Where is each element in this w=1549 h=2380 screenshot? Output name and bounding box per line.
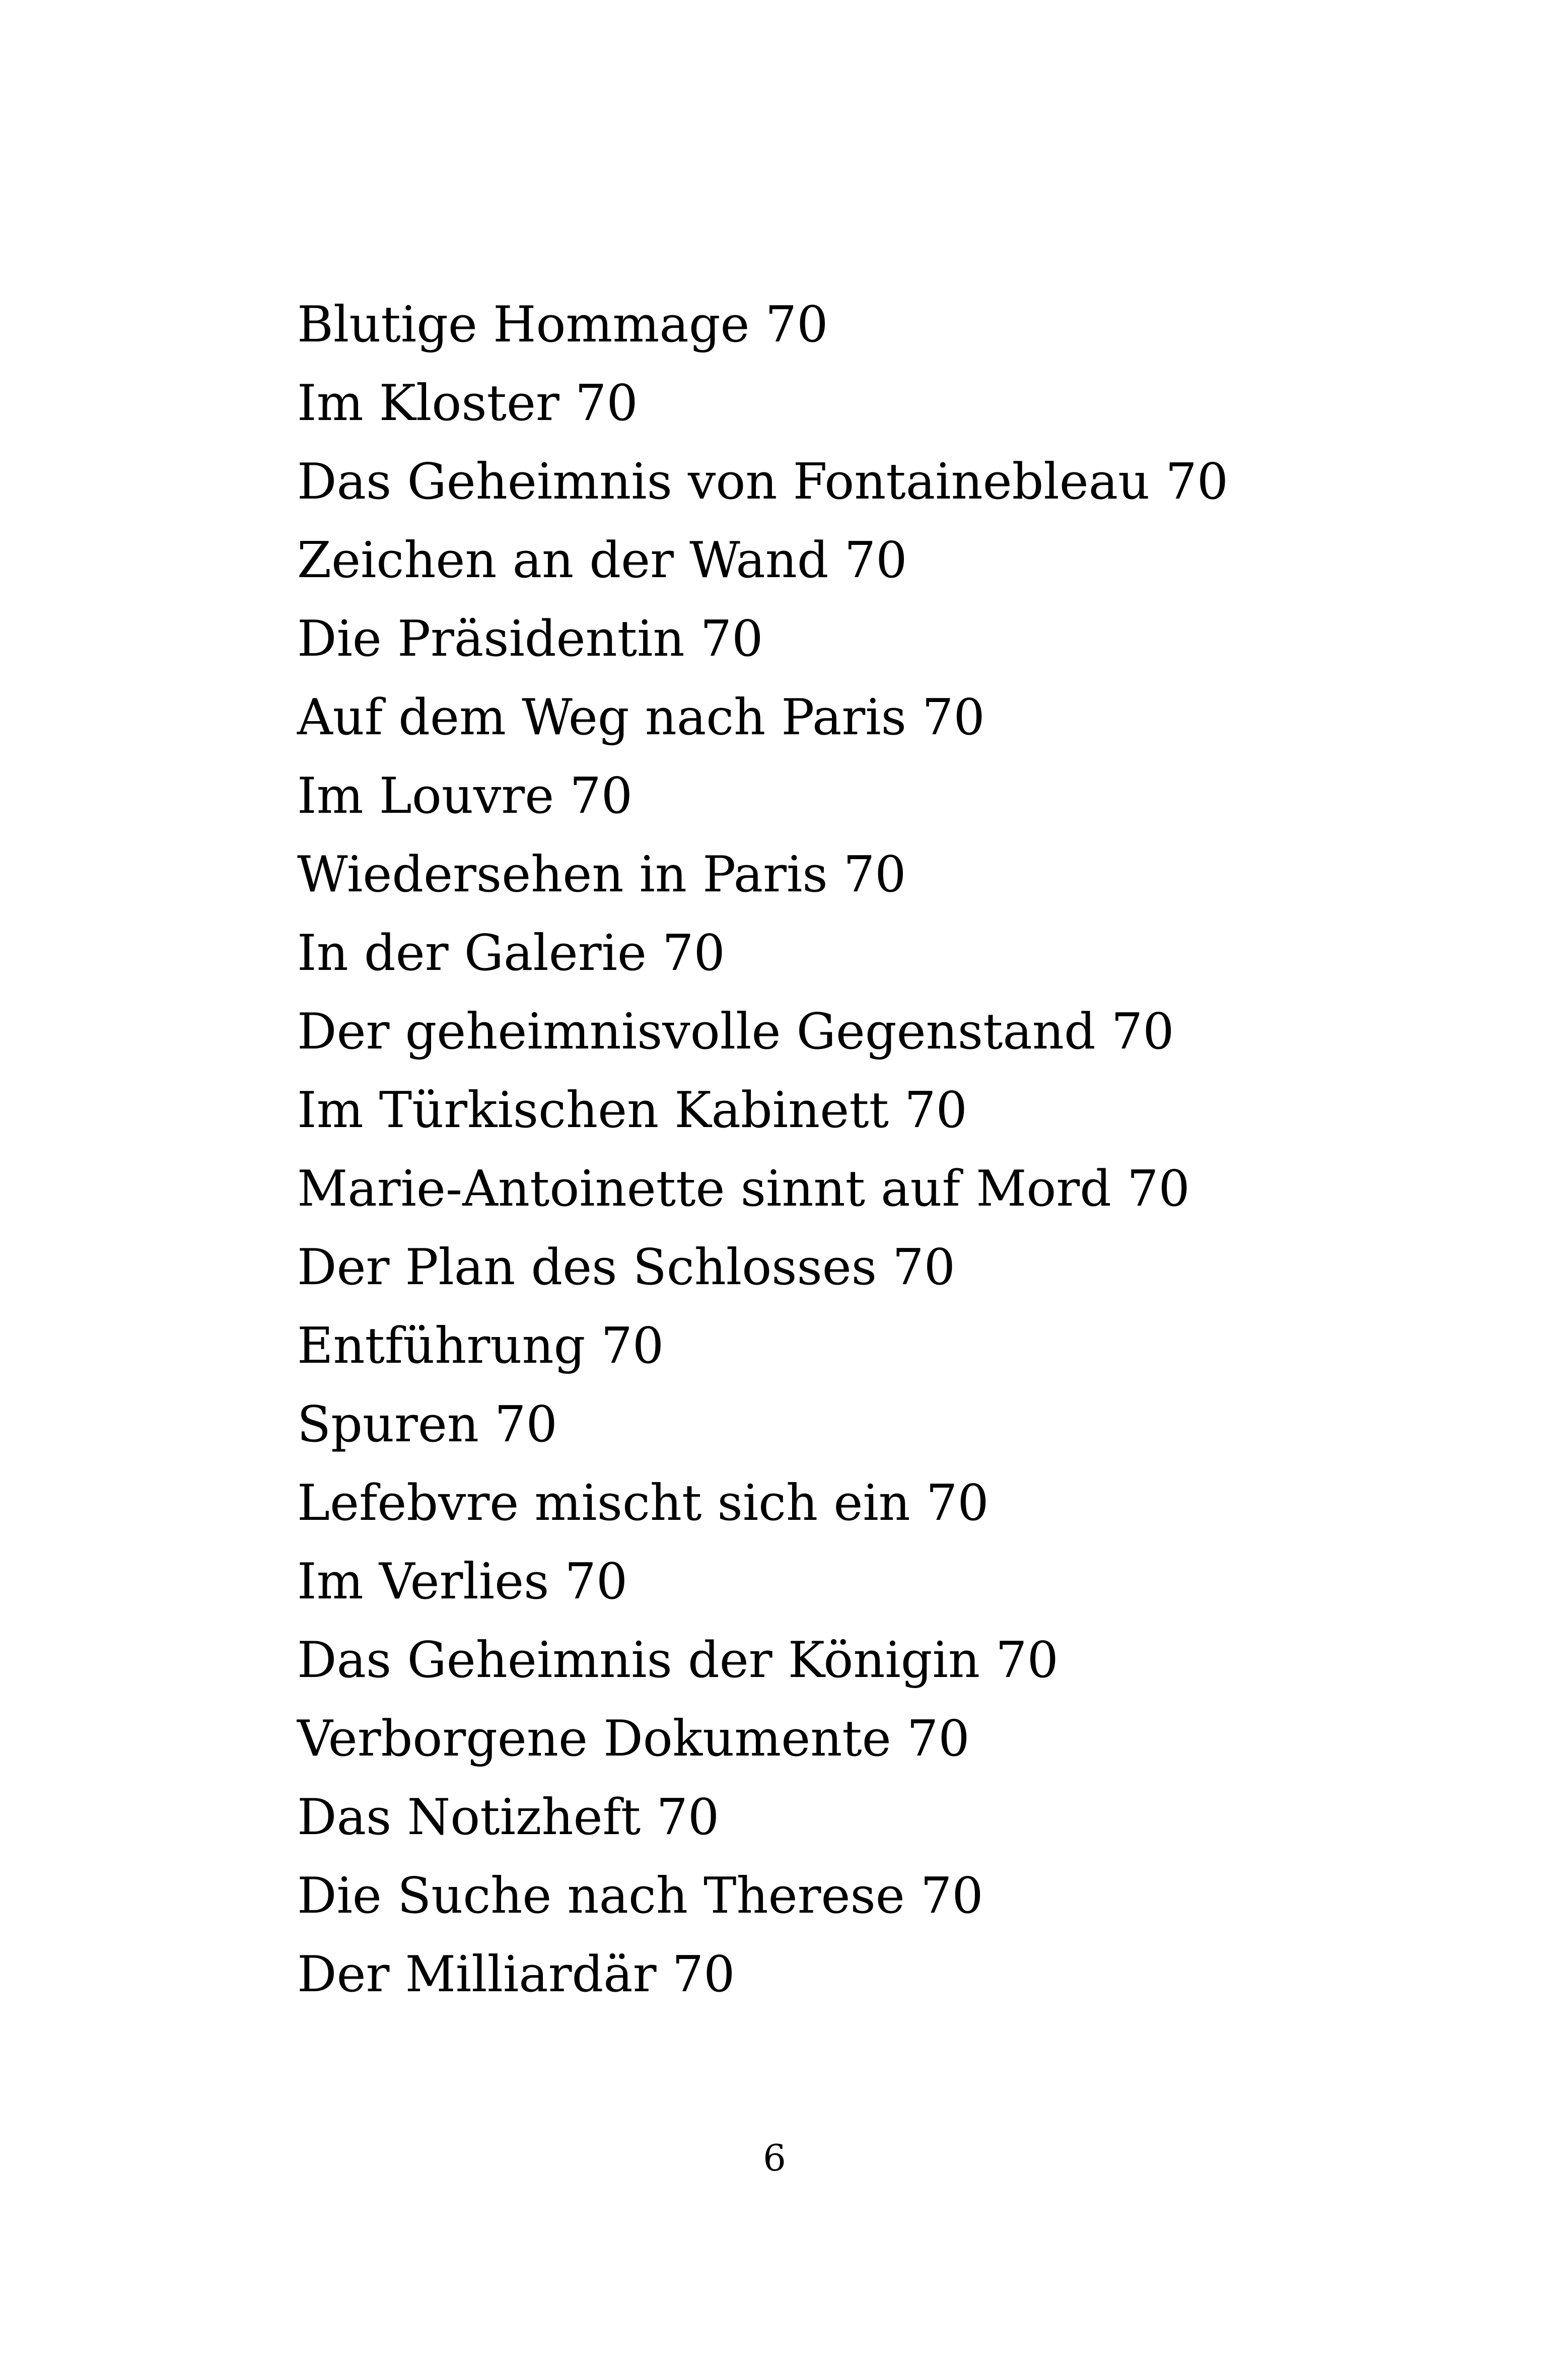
toc-entry: [297, 1313, 1228, 1392]
toc-entry-page: 70: [570, 767, 633, 825]
toc-entry-page: 70: [844, 532, 907, 589]
toc-entry-page: 70: [601, 1317, 664, 1375]
toc-entry-page: 70: [906, 1710, 970, 1768]
toc-entry: [297, 1235, 1228, 1313]
toc-entry-page: 70: [926, 1475, 989, 1532]
toc-entry-title: Spuren: [297, 1396, 479, 1453]
toc-entry-page: 70: [656, 1789, 720, 1846]
toc-entry-title: Im Türkischen Kabinett: [297, 1082, 889, 1139]
toc-entry: [297, 1785, 1228, 1863]
toc-entry-title: Die Suche nach Therese: [297, 1867, 905, 1925]
toc-entry: [297, 1942, 1228, 2020]
toc-entry-page: 70: [700, 610, 763, 668]
toc-entry: [297, 449, 1228, 528]
toc-entry-page: 70: [1111, 1003, 1174, 1061]
toc-entry-page: 70: [922, 689, 985, 746]
toc-entry-title: Die Präsidentin: [297, 610, 685, 668]
toc-entry-page: 70: [672, 1946, 735, 2003]
toc-entry: [297, 1471, 1228, 1549]
toc-entry: [297, 1863, 1228, 1942]
toc-entry-title: Der Milliardär: [297, 1946, 657, 2003]
toc-entry-page: 70: [575, 375, 638, 432]
toc-entry-title: Lefebvre mischt sich ein: [297, 1475, 910, 1532]
toc-entry-page: 70: [843, 846, 906, 903]
toc-entry-page: 70: [892, 1239, 955, 1296]
toc-entry: [297, 1549, 1228, 1628]
toc-entry-title: Das Notizheft: [297, 1789, 641, 1846]
toc-entry: [297, 1628, 1228, 1706]
toc-entry-page: 70: [920, 1867, 983, 1925]
toc-entry-title: Wiedersehen in Paris: [297, 846, 828, 903]
toc-entry-title: Marie-Antoinette sinnt auf Mord: [297, 1160, 1111, 1218]
toc-entry-title: Im Louvre: [297, 767, 554, 825]
toc-entry-page: 70: [662, 925, 725, 982]
toc-entry-page: 70: [495, 1396, 557, 1453]
toc-entry: [297, 999, 1228, 1078]
toc-entry-title: Entführung: [297, 1317, 586, 1375]
toc-entry: [297, 1078, 1228, 1156]
toc-entry-title: Zeichen an der Wand: [297, 532, 829, 589]
toc-entry-title: Das Geheimnis von Fontainebleau: [297, 453, 1150, 511]
toc-entry-title: Auf dem Weg nach Paris: [297, 689, 906, 746]
toc-entry: [297, 842, 1228, 921]
toc-entry-page: 70: [996, 1632, 1059, 1689]
toc-entry: [297, 292, 1228, 371]
toc-entry-title: Im Verlies: [297, 1553, 549, 1611]
toc-entry-page: 70: [904, 1082, 967, 1139]
toc-entry-title: Im Kloster: [297, 375, 559, 432]
toc-entry-title: Der Plan des Schlosses: [297, 1239, 877, 1296]
toc-entry: [297, 606, 1228, 685]
toc-entry-page: 70: [1127, 1160, 1190, 1218]
toc-entry-title: Der geheimnisvolle Gegenstand: [297, 1003, 1096, 1061]
toc-entry: [297, 1392, 1228, 1471]
toc-entry: [297, 763, 1228, 842]
toc-entry: [297, 921, 1228, 999]
toc-entry: [297, 528, 1228, 606]
toc-entry: [297, 371, 1228, 449]
toc-entry: [297, 1156, 1228, 1235]
toc-entry-page: 70: [1165, 453, 1229, 511]
toc-entry-page: 70: [765, 296, 828, 354]
toc-entry-title: Verborgene Dokumente: [297, 1710, 891, 1768]
toc-entry-title: In der Galerie: [297, 925, 647, 982]
table-of-contents: [297, 292, 1228, 2020]
toc-entry-title: Blutige Hommage: [297, 296, 750, 354]
page-number: 6: [763, 2137, 786, 2179]
toc-entry-title: Das Geheimnis der Königin: [297, 1632, 980, 1689]
toc-entry-page: 70: [565, 1553, 628, 1611]
toc-entry: [297, 685, 1228, 763]
toc-entry: [297, 1706, 1228, 1785]
